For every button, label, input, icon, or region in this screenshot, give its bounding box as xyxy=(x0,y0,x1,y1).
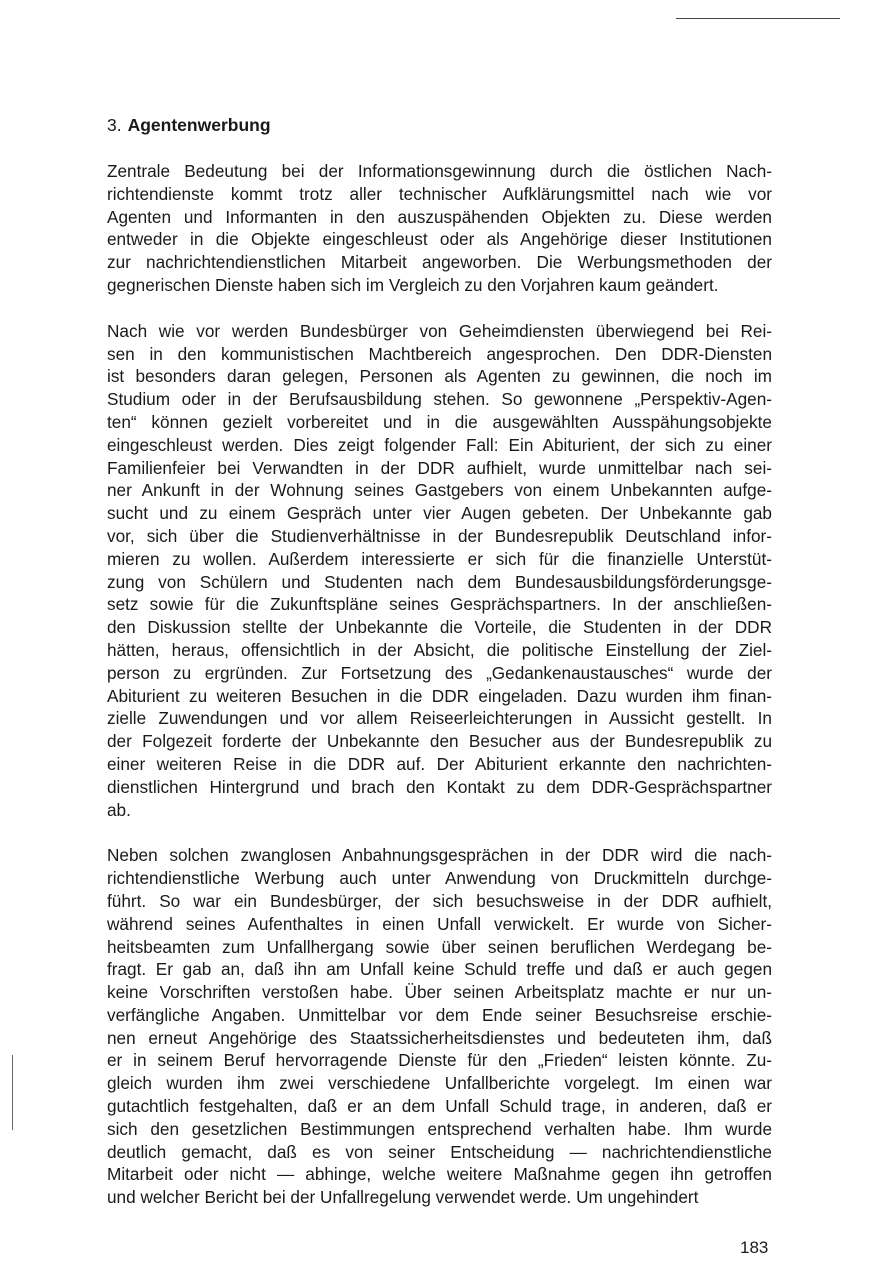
text-line: entweder in die Objekte eingeschleust oder als Angehörige dieser Institutionen xyxy=(107,229,772,250)
text-line: ner Ankunft in der Wohnung seines Gastgebers von einem Unbekannten aufge- xyxy=(107,480,772,501)
text-line: Nach wie vor werden Bundesbürger von Geheimdiensten überwiegend bei Rei- xyxy=(107,320,772,341)
text-line: ten“ können gezielt vorbereitet und in die ausgewählten Ausspähungsobjekte xyxy=(107,411,772,432)
text-line: deutlich gemacht, daß es von seiner Entscheidung — nachrichtendienstliche xyxy=(107,1141,772,1162)
text-line: Familienfeier bei Verwandten in der DDR aufhielt, wurde unmittelbar nach sei- xyxy=(107,457,772,478)
text-line: ab. xyxy=(107,799,131,820)
text-line: mieren zu wollen. Außerdem interessierte er sich für die finanzielle Unterstüt- xyxy=(107,548,772,569)
text-line: Agenten und Informanten in den auszuspähenden Objekten zu. Diese werden xyxy=(107,206,772,227)
text-line: sich den gesetzlichen Bestimmungen entsprechend verhalten habe. Ihm wurde xyxy=(107,1118,772,1139)
text-line: setz sowie für die Zukunftspläne seines Gesprächspartners. In der anschließen- xyxy=(107,594,772,615)
margin-mark xyxy=(12,1055,13,1130)
text-line: sen in den kommunistischen Machtbereich angesprochen. Den DDR-Diensten xyxy=(107,343,772,364)
text-line: zung von Schülern und Studenten nach dem Bundesausbildungsförderungsge- xyxy=(107,571,772,592)
section-number: 3. xyxy=(107,115,122,135)
header-rule xyxy=(676,18,840,19)
text-line: Abiturient zu weiteren Besuchen in die DDR eingeladen. Dazu wurden ihm finan- xyxy=(107,685,772,706)
text-line: während seines Aufenthaltes in einen Unfall verwickelt. Er wurde von Sicher- xyxy=(107,913,772,934)
text-line: zielle Zuwendungen und vor allem Reiseerleichterungen in Aussicht gestellt. In xyxy=(107,708,772,729)
paragraph-2 xyxy=(107,320,772,822)
text-line: Studium oder in der Berufsausbildung stehen. So gewonnene „Perspektiv-Agen- xyxy=(107,389,772,410)
paragraph-1 xyxy=(107,160,772,297)
text-line: Neben solchen zwanglosen Anbahnungsgesprächen in der DDR wird die nach- xyxy=(107,845,772,866)
text-line: er in seinem Beruf hervorragende Dienste für den „Frieden“ leisten könnte. Zu- xyxy=(107,1050,772,1071)
text-line: hätten, heraus, offensichtlich in der Absicht, die politische Einstellung der Ziel- xyxy=(107,639,772,660)
text-line: Zentrale Bedeutung bei der Informationsgewinnung durch die östlichen Nach- xyxy=(107,161,772,181)
text-line: richtendienstliche Werbung auch unter Anwendung von Druckmitteln durchge- xyxy=(107,868,772,889)
section-heading xyxy=(107,113,772,137)
text-line: gleich wurden ihm zwei verschiedene Unfallberichte vorgelegt. Im einen war xyxy=(107,1073,772,1094)
text-line: nen erneut Angehörige des Staatssicherheitsdienstes und bedeuteten ihm, daß xyxy=(107,1027,772,1048)
paragraph-3 xyxy=(107,844,772,1209)
text-line: vor, sich über die Studienverhältnisse in der Bundesrepublik Deutschland infor- xyxy=(107,525,772,546)
page-number: 183 xyxy=(740,1238,769,1257)
text-line: und welcher Bericht bei der Unfallregelung verwendet werde. Um ungehindert xyxy=(107,1187,699,1208)
text-line: eingeschleust werden. Dies zeigt folgender Fall: Ein Abiturient, der sich zu einer xyxy=(107,434,772,455)
text-line: richtendienste kommt trotz aller technischer Aufklärungsmittel nach wie vor xyxy=(107,183,772,204)
text-line: ist besonders daran gelegen, Personen als Agenten zu gewinnen, die noch im xyxy=(107,366,772,387)
text-line: den Diskussion stellte der Unbekannte die Vorteile, die Studenten in der DDR xyxy=(107,617,772,638)
text-line: keine Vorschriften verstoßen habe. Über seinen Arbeitsplatz machte er nur un- xyxy=(107,982,772,1003)
text-line: sucht und zu einem Gespräch unter vier Augen gebeten. Der Unbekannte gab xyxy=(107,503,772,524)
text-line: person zu ergründen. Zur Fortsetzung des „Gedankenaustausches“ wurde der xyxy=(107,662,772,683)
page-body xyxy=(107,113,772,1209)
text-line: verfängliche Angaben. Unmittelbar vor dem Ende seiner Besuchsreise erschie- xyxy=(107,1004,772,1025)
text-line: dienstlichen Hintergrund und brach den Kontakt zu dem DDR-Gesprächspartner xyxy=(107,776,772,797)
text-line: gutachtlich festgehalten, daß er an dem Unfall Schuld trage, in anderen, daß er xyxy=(107,1096,772,1117)
text-line: führt. So war ein Bundesbürger, der sich besuchsweise in der DDR aufhielt, xyxy=(107,890,772,911)
text-line: heitsbeamten zum Unfallhergang sowie über seinen beruflichen Werdegang be- xyxy=(107,936,772,957)
text-line: fragt. Er gab an, daß ihn am Unfall keine Schuld treffe und daß er auch gegen xyxy=(107,959,772,980)
text-line: zur nachrichtendienstlichen Mitarbeit angeworben. Die Werbungsmethoden der xyxy=(107,252,772,273)
text-line: der Folgezeit forderte der Unbekannte den Besucher aus der Bundesrepublik zu xyxy=(107,731,772,752)
text-line: einer weiteren Reise in die DDR auf. Der Abiturient erkannte den nachrichten- xyxy=(107,753,772,774)
section-title: Agentenwerbung xyxy=(127,115,271,135)
text-line: gegnerischen Dienste haben sich im Vergleich zu den Vorjahren kaum geändert. xyxy=(107,274,719,295)
text-line: Mitarbeit oder nicht — abhinge, welche weitere Maßnahme gegen ihn getroffen xyxy=(107,1164,772,1185)
